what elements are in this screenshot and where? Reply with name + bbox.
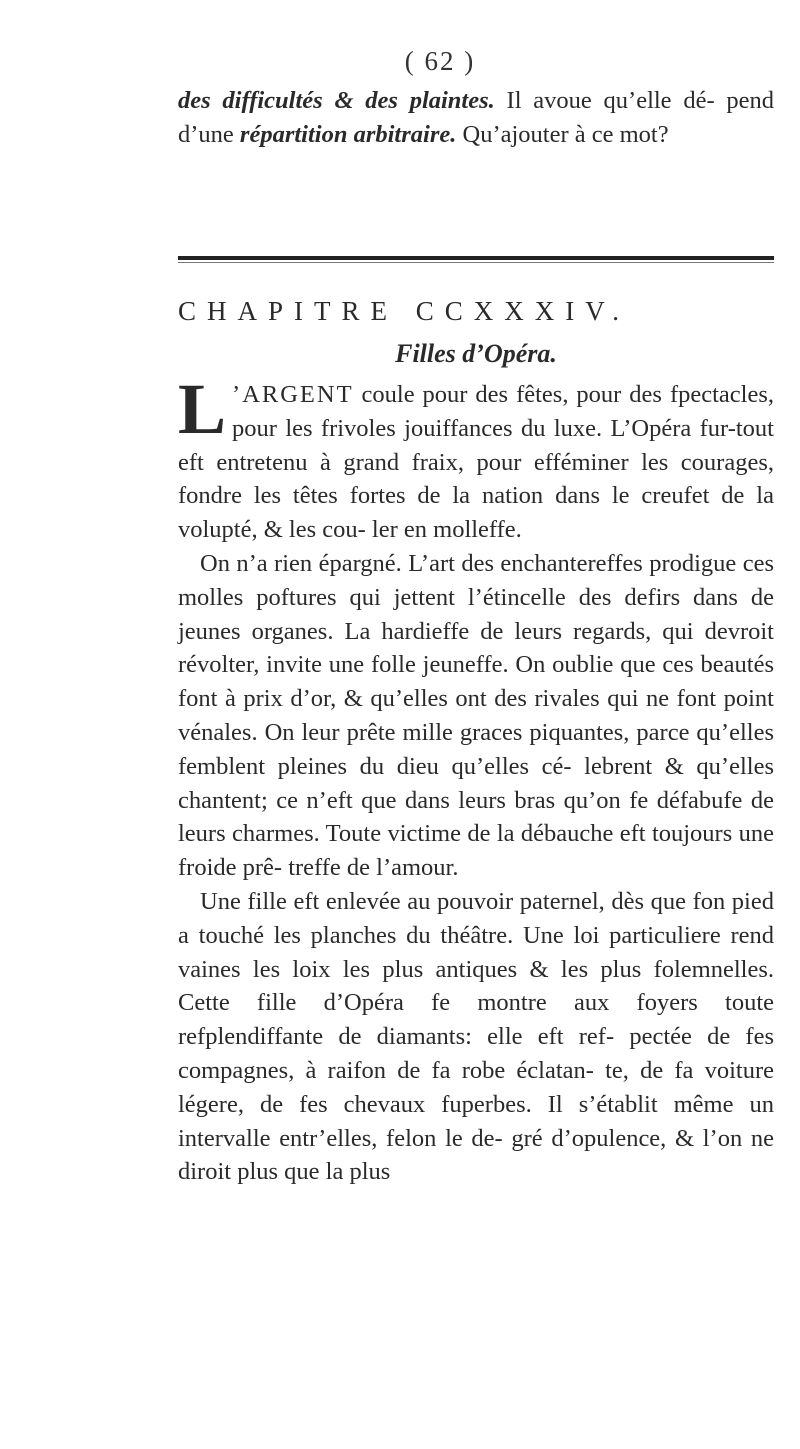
- opening-paragraph: [178, 84, 774, 152]
- opening-text: [178, 84, 774, 152]
- chapter-rule-thin: [178, 262, 774, 263]
- paragraph-2: On n’a rien épargné. L’art des enchantereffes prodigue ces molles poftures qui jettent l’étincelle des defirs dans de jeunes organes. La hardieffe de leurs regards, qui devroit révolter, invite une folle jeuneffe. On oublie que ces beautés font à prix d’or, & qu’elles ont des rivales qui ne font point vénales. On leur prête mille graces piquantes, parce qu’elles femblent pleines du dieu qu’elles cé- lebrent & qu’elles chantent; ce n’eft que dans leurs bras qu’on fe défabufe de leurs charmes. Toute victime de la débauche eft toujours une froide prê- treffe de l’amour.: [178, 549, 774, 882]
- opening-plain-1: Il avoue qu’elle dé- pend d’une: [178, 87, 774, 148]
- chapter-body: [178, 369, 774, 1189]
- page-number: ( 62 ): [404, 46, 476, 76]
- chapter-rule: [178, 256, 774, 260]
- chapter-heading: CHAPITRE CCXXXIV.: [178, 296, 631, 326]
- opening-italic-2: répartition arbitraire.: [239, 120, 457, 148]
- drop-cap: L: [178, 369, 227, 449]
- chapter-subtitle: Filles d’Opéra.: [395, 339, 557, 368]
- paragraph-3: Une fille eft enlevée au pouvoir paternel, dès que fon pied a touché les planches du théâtre. Une loi particuliere rend vaines les loix les plus antiques & les plus folemnelles. Cette fille d’Opéra fe montre aux foyers toute refplendiffante de diamants: elle eft ref- pectée de fes compagnes, à raifon de fa robe éclatan- te, de fa voiture légere, de fes chevaux fuperbes. Il s’établit même un intervalle entr’elles, felon le de- gré d’opulence, & l’on ne diroit plus que la plus: [178, 887, 774, 1186]
- first-word-rest: ’ARGENT: [232, 381, 354, 408]
- paragraph-1: [178, 369, 774, 547]
- opening-italic-1: des difficultés & des plaintes.: [178, 87, 495, 114]
- opening-plain-2: Qu’ajouter à ce mot?: [456, 120, 669, 148]
- paragraph-1-text: coule pour des fêtes, pour des fpectacles, pour les frivoles jouiffances du luxe. L’Opéra fur-tout eft entretenu à grand fraix, pour efféminer les courages, fondre les têtes fortes de la nation dans le creufet de la volupté, & les cou- ler en molleffe.: [178, 381, 774, 544]
